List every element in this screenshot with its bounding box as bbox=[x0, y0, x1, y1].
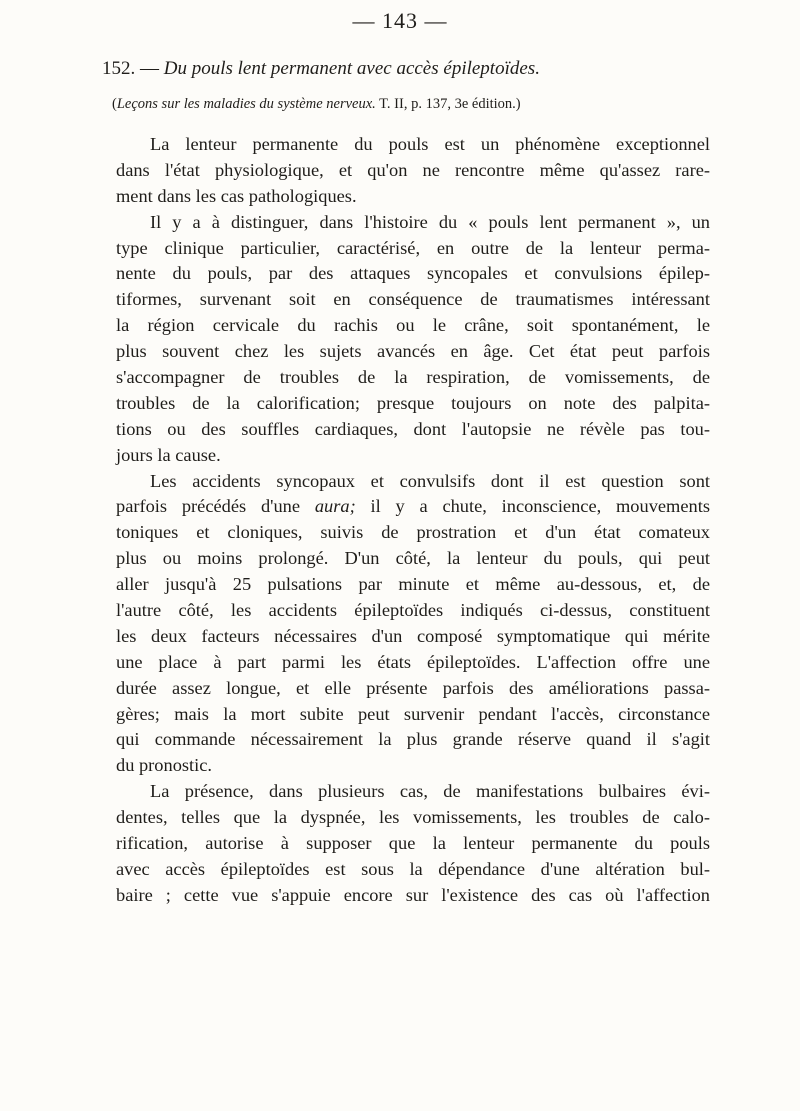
text-line: avec accès épileptoïdes est sous la dépendance d'une altération bul- bbox=[116, 858, 710, 879]
section-title: Du pouls lent permanent avec accès épileptoïdes. bbox=[163, 58, 540, 79]
source-reference bbox=[112, 96, 712, 113]
text-line: baire ; cette vue s'appuie encore sur l'existence des cas où l'affection bbox=[116, 884, 710, 905]
text-line: durée assez longue, et elle présente parfois des améliorations passa- bbox=[116, 677, 710, 698]
text-line: dentes, telles que la dyspnée, les vomissements, les troubles de calo- bbox=[116, 807, 710, 828]
text-fragment: il y a chute, inconscience, mouvements bbox=[370, 496, 710, 517]
text-line: du pronostic. bbox=[116, 755, 213, 776]
text-line: plus ou moins prolongé. D'un côté, la lenteur du pouls, qui peut bbox=[116, 548, 710, 569]
source-open-paren: ( bbox=[112, 96, 117, 112]
text-line: type clinique particulier, caractérisé, en outre de la lenteur perma- bbox=[116, 237, 710, 258]
text-line: toniques et cloniques, suivis de prostration et d'un état comateux bbox=[116, 522, 710, 543]
italic-term: aura; bbox=[314, 496, 356, 517]
text-line: qui commande nécessairement la plus grande réserve quand il s'agit bbox=[116, 729, 710, 750]
text-line: aller jusqu'à 25 pulsations par minute et même au-dessous, et, de bbox=[116, 574, 710, 595]
text-line: tions ou des souffles cardiaques, dont l'autopsie ne révèle pas tou- bbox=[116, 418, 710, 439]
text-line bbox=[116, 494, 710, 520]
text-fragment: parfois précédés d'une bbox=[116, 496, 301, 517]
section-heading bbox=[102, 58, 702, 80]
text-line: Les accidents syncopaux et convulsifs dont il est question sont bbox=[150, 470, 710, 491]
text-line: la région cervicale du rachis ou le crâne, soit spontanément, le bbox=[116, 315, 710, 336]
text-line: gères; mais la mort subite peut survenir pendant l'accès, circonstance bbox=[116, 703, 710, 724]
text-line: nente du pouls, par des attaques syncopales et convulsions épilep- bbox=[116, 263, 710, 284]
text-line: les deux facteurs nécessaires d'un composé symptomatique qui mérite bbox=[116, 625, 710, 646]
text-line: La présence, dans plusieurs cas, de manifestations bulbaires évi- bbox=[150, 781, 710, 802]
text-line: tiformes, survenant soit en conséquence de traumatismes intéressant bbox=[116, 289, 710, 310]
text-line: s'accompagner de troubles de la respiration, de vomissements, de bbox=[116, 367, 710, 388]
source-details: T. II, p. 137, 3e édition.) bbox=[379, 96, 521, 112]
body-text bbox=[116, 132, 710, 909]
section-number: 152. — bbox=[102, 58, 159, 79]
source-work-title: Leçons sur les maladies du système nerveux. bbox=[116, 96, 376, 112]
text-line: l'autre côté, les accidents épileptoïdes indiqués ci-dessus, constituent bbox=[116, 600, 710, 621]
text-line: jours la cause. bbox=[116, 444, 221, 465]
text-line: ment dans les cas pathologiques. bbox=[116, 185, 357, 206]
text-line: troubles de la calorification; presque toujours on note des palpita- bbox=[116, 392, 710, 413]
text-line: La lenteur permanente du pouls est un phénomène exceptionnel bbox=[150, 134, 710, 154]
text-line: Il y a à distinguer, dans l'histoire du « pouls lent permanent », un bbox=[150, 211, 710, 232]
text-line: une place à part parmi les états épileptoïdes. L'affection offre une bbox=[116, 651, 710, 672]
text-line: dans l'état physiologique, et qu'on ne rencontre même qu'assez rare- bbox=[116, 159, 710, 180]
page-number: — 143 — bbox=[352, 8, 448, 33]
text-line: plus souvent chez les sujets avancés en âge. Cet état peut parfois bbox=[116, 341, 710, 362]
text-line: rification, autorise à supposer que la lenteur permanente du pouls bbox=[116, 833, 710, 854]
